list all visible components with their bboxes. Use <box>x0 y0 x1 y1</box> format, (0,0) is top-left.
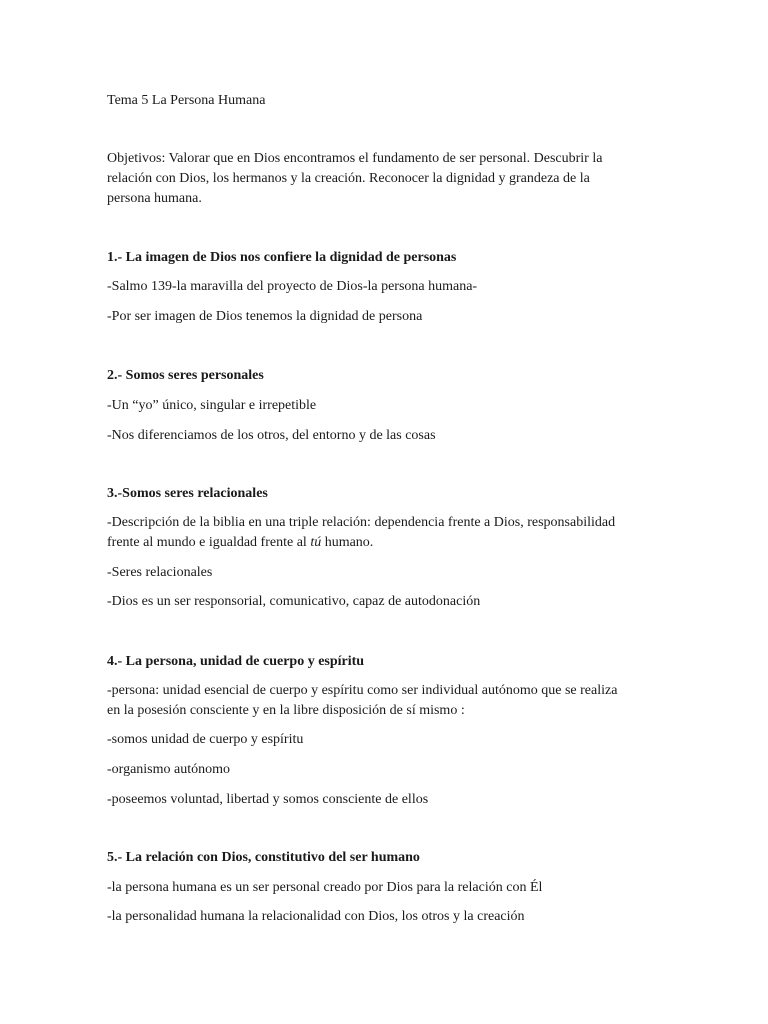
section-4-heading: 4.- La persona, unidad de cuerpo y espíritu <box>107 654 365 669</box>
objectives-line-1: Objetivos: Valorar que en Dios encontramos el fundamento de ser personal. Descubrir la <box>107 151 603 166</box>
objectives-line-2: relación con Dios, los hermanos y la creación. Reconocer la dignidad y grandeza de la <box>107 171 590 186</box>
section-4-item-line-2: en la posesión consciente y en la libre disposición de sí mismo : <box>107 703 465 718</box>
section-3-item-line-1: -Descripción de la biblia en una triple relación: dependencia frente a Dios, responsabilidad <box>107 515 616 530</box>
section-2-heading: 2.- Somos seres personales <box>107 368 264 383</box>
document-title: Tema 5 La Persona Humana <box>107 93 266 108</box>
section-5-item: -la persona humana es un ser personal creado por Dios para la relación con Él <box>107 880 543 895</box>
section-3-item-italic-word: tú <box>310 535 322 550</box>
section-1-item: -Salmo 139-la maravilla del proyecto de Dios-la persona humana- <box>107 279 478 294</box>
section-4-item: -somos unidad de cuerpo y espíritu <box>107 732 304 747</box>
section-2-item: -Nos diferenciamos de los otros, del entorno y de las cosas <box>107 428 436 443</box>
section-5-heading: 5.- La relación con Dios, constitutivo del ser humano <box>107 850 420 865</box>
section-4-item-line-1: -persona: unidad esencial de cuerpo y espíritu como ser individual autónomo que se realiza <box>107 683 618 698</box>
section-1-item: -Por ser imagen de Dios tenemos la dignidad de persona <box>107 309 423 324</box>
objectives-line-3: persona humana. <box>107 191 202 206</box>
section-1-heading: 1.- La imagen de Dios nos confiere la dignidad de personas <box>107 250 457 265</box>
section-5-item: -la personalidad humana la relacionalidad con Dios, los otros y la creación <box>107 909 525 924</box>
section-3-item: -Seres relacionales <box>107 565 213 580</box>
section-4-item: -poseemos voluntad, libertad y somos consciente de ellos <box>107 792 429 807</box>
section-3-item-text-end: humano. <box>321 535 374 550</box>
section-3-item-line-2 <box>107 533 373 553</box>
section-3-item: -Dios es un ser responsorial, comunicativo, capaz de autodonación <box>107 594 481 609</box>
section-3-item-text: frente al mundo e igualdad frente al <box>107 535 311 550</box>
section-3-heading: 3.-Somos seres relacionales <box>107 486 268 501</box>
section-2-item: -Un “yo” único, singular e irrepetible <box>107 398 317 413</box>
section-4-item: -organismo autónomo <box>107 762 231 777</box>
